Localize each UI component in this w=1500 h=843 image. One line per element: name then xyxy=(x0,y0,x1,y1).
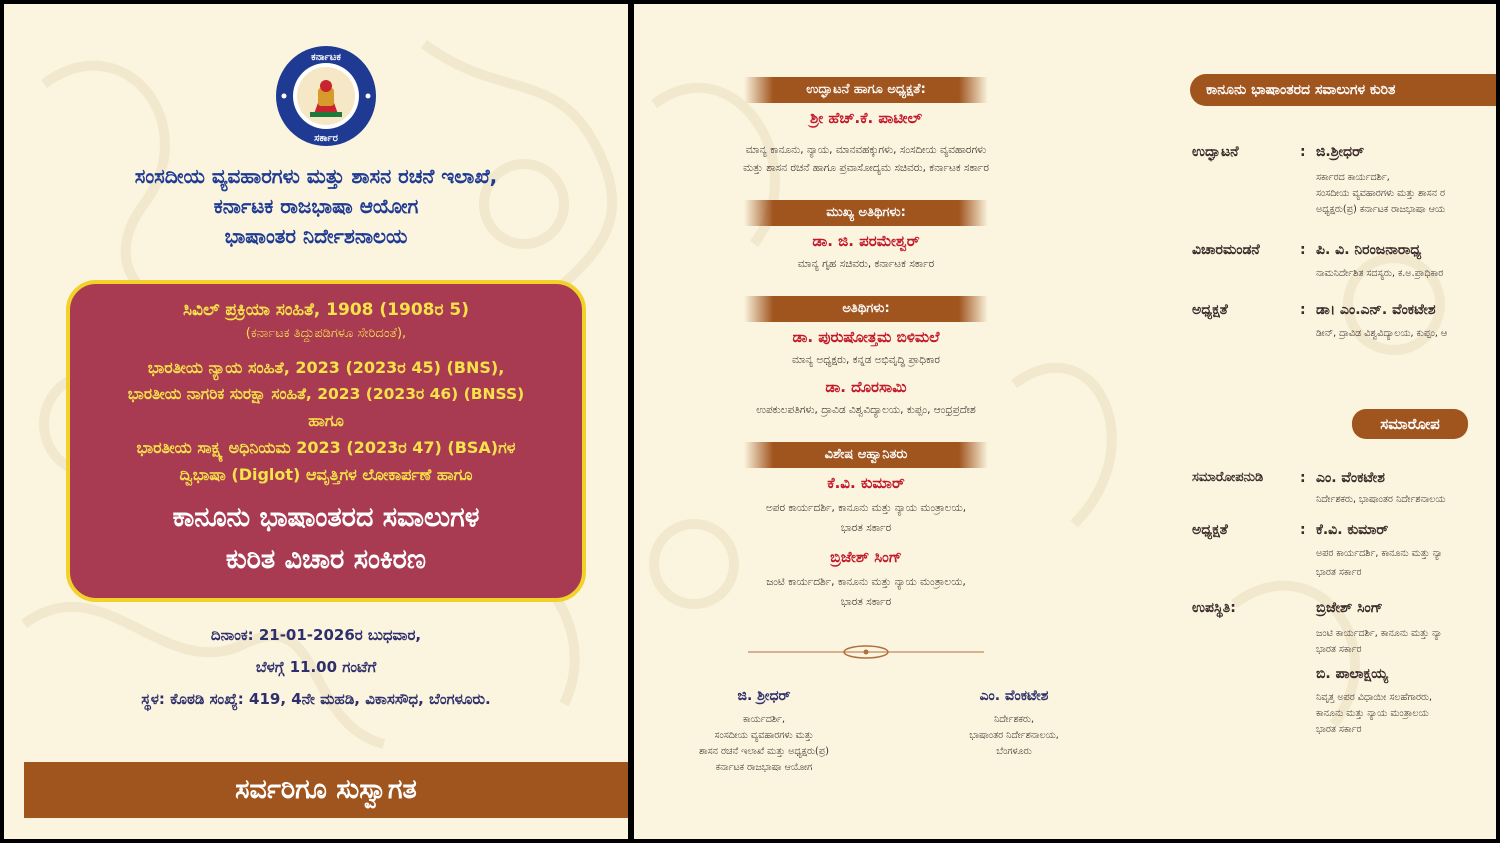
signatory-1-desc-3: ಶಾಸನ ರಚನೆ ಇಲಾಖೆ ಮತ್ತು ಅಧ್ಯಕ್ಷರು(ಪ್ರ) xyxy=(699,746,829,757)
row-presentation-name: ಪಿ. ವಿ. ನಿರಂಜನಾರಾಧ್ಯ xyxy=(1316,242,1422,258)
box-line-5: ಹಾಗೂ xyxy=(308,411,344,430)
guest-name-3: ಡಾ. ಪುರುಷೋತ್ತಮ ಬಿಳಿಮಲೆ xyxy=(792,328,940,346)
closing-session-tag: ಸಮಾರೋಪ xyxy=(1352,409,1468,439)
guest-desc-6a: ಜಂಟಿ ಕಾರ್ಯದರ್ಶಿ, ಕಾನೂನು ಮತ್ತು ನ್ಯಾಯ ಮಂತ್ರಾಲಯ, xyxy=(766,576,966,588)
row-chair-label: ಅಧ್ಯಕ್ಷತೆ xyxy=(1192,522,1228,538)
ornamental-divider xyxy=(748,644,984,660)
row-chair-colon: : xyxy=(1300,522,1306,538)
guest-name-2: ಡಾ. ಜಿ. ಪರಮೇಶ್ವರ್ xyxy=(812,232,920,250)
row-presence-desc-5: ಭಾರತ ಸರ್ಕಾರ xyxy=(1316,724,1362,735)
guest-desc-6b: ಭಾರತ ಸರ್ಕಾರ xyxy=(840,596,892,608)
section-inauguration: ಉದ್ಘಾಟನೆ ಹಾಗೂ ಅಧ್ಯಕ್ಷತೆ: xyxy=(744,77,988,103)
box-line-3: ಭಾರತೀಯ ನ್ಯಾಯ ಸಂಹಿತೆ, 2023 (2023ರ 45) (BNS), xyxy=(147,358,505,377)
guest-desc-5a: ಅಪರ ಕಾರ್ಯದರ್ಶಿ, ಕಾನೂನು ಮತ್ತು ನ್ಯಾಯ ಮಂತ್ರಾಲಯ, xyxy=(765,502,967,514)
row-presentation-colon: : xyxy=(1300,242,1306,258)
row-closing-colon: : xyxy=(1300,470,1306,486)
signatory-1-desc-2: ಸಂಸದೀಯ ವ್ಯವಹಾರಗಳು ಮತ್ತು xyxy=(714,730,814,741)
guest-desc-2: ಮಾನ್ಯ ಗೃಹ ಸಚಿವರು, ಕರ್ನಾಟಕ ಸರ್ಕಾರ xyxy=(797,258,935,270)
box-title-1: ಕಾನೂನು ಭಾಷಾಂತರದ ಸವಾಲುಗಳ xyxy=(172,502,480,533)
invitation-cover xyxy=(4,4,628,839)
signatory-2-desc-2: ಭಾಷಾಂತರ ನಿರ್ದೇಶನಾಲಯ, xyxy=(969,730,1059,741)
guest-name-4: ಡಾ. ದೊರಸಾಮಿ xyxy=(825,378,907,396)
box-line-7: ದ್ವಿಭಾಷಾ (Diglot) ಆವೃತ್ತಿಗಳ ಲೋಕಾರ್ಪಣೆ ಹಾಗೂ xyxy=(179,465,473,484)
row-presence-name: ಬ್ರಿಜೇಶ್ ಸಿಂಗ್ xyxy=(1316,600,1383,616)
guest-desc-3: ಮಾನ್ಯ ಅಧ್ಯಕ್ಷರು, ಕನ್ನಡ ಅಭಿವೃದ್ಧಿ ಪ್ರಾಧಿಕಾರ xyxy=(792,354,940,366)
row-presidency-colon: : xyxy=(1300,302,1306,318)
row-chair-desc-1: ಅಪರ ಕಾರ್ಯದರ್ಶಿ, ಕಾನೂನು ಮತ್ತು ನ್ಯಾ xyxy=(1316,548,1443,559)
guest-desc-1b: ಮತ್ತು ಶಾಸನ ರಚನೆ ಹಾಗೂ ಪ್ರವಾಸೋದ್ಯಮ ಸಚಿವರು, ಕರ್ನಾಟಕ ಸರ್ಕಾರ xyxy=(743,162,989,174)
dept-line-3: ಭಾಷಾಂತರ ನಿರ್ದೇಶನಾಲಯ xyxy=(224,224,408,248)
row-inauguration-desc-3: ಅಧ್ಯಕ್ಷರು(ಪ್ರ) ಕರ್ನಾಟಕ ರಾಜಭಾಷಾ ಆಯ xyxy=(1316,204,1446,215)
row-inauguration-name: ಜಿ.ಶ್ರೀಧರ್ xyxy=(1316,144,1365,160)
row-presence-desc-1: ಜಂಟಿ ಕಾರ್ಯದರ್ಶಿ, ಕಾನೂನು ಮತ್ತು ನ್ಯಾ xyxy=(1316,628,1443,639)
row-presence-desc-4: ಕಾನೂನು ಮತ್ತು ನ್ಯಾಯ ಮಂತ್ರಾಲಯ xyxy=(1316,708,1429,719)
event-date: ದಿನಾಂಕ: 21-01-2026ರ ಬುಧವಾರ, xyxy=(210,626,422,644)
row-chair-desc-2: ಭಾರತ ಸರ್ಕಾರ xyxy=(1316,567,1362,578)
row-inauguration-desc-1: ಸರ್ಕಾರದ ಕಾರ್ಯದರ್ಶಿ, xyxy=(1316,172,1390,183)
row-presence-desc-2: ಭಾರತ ಸರ್ಕಾರ xyxy=(1316,644,1362,655)
svg-text:ಸರ್ಕಾರ: ಸರ್ಕಾರ xyxy=(314,133,338,144)
event-venue: ಸ್ಥಳ: ಕೊಠಡಿ ಸಂಖ್ಯೆ: 419, 4ನೇ ಮಹಡಿ, ವಿಕಾಸಸೌಧ, ಬೆಂಗಳೂರು. xyxy=(141,690,491,708)
seminar-header: ಕಾನೂನು ಭಾಷಾಂತರದ ಸವಾಲುಗಳ ಕುರಿತ xyxy=(1190,74,1496,106)
guest-name-5: ಕೆ.ವಿ. ಕುಮಾರ್ xyxy=(827,474,905,492)
karnataka-emblem-seal xyxy=(274,44,378,148)
guest-desc-1a: ಮಾನ್ಯ ಕಾನೂನು, ನ್ಯಾಯ, ಮಾನವಹಕ್ಕುಗಳು, ಸಂಸದೀಯ ವ್ಯವಹಾರಗಳು xyxy=(745,144,987,156)
row-closing-name: ಎಂ. ವೆಂಕಟೇಶ xyxy=(1316,470,1385,486)
dept-line-2: ಕರ್ನಾಟಕ ರಾಜಭಾಷಾ ಆಯೋಗ xyxy=(213,194,419,218)
box-line-4: ಭಾರತೀಯ ನಾಗರಿಕ ಸುರಕ್ಷಾ ಸಂಹಿತೆ, 2023 (2023ರ 46) (BNSS) xyxy=(127,385,525,403)
guest-name-6: ಬ್ರಿಜೇಶ್ ಸಿಂಗ್ xyxy=(830,548,902,566)
svg-text:ಕರ್ನಾಟಕ: ಕರ್ನಾಟಕ xyxy=(311,52,341,63)
row-inauguration-desc-2: ಸಂಸದೀಯ ವ್ಯವಹಾರಗಳು ಮತ್ತು ಶಾಸನ ರ xyxy=(1316,188,1446,199)
section-special-invitees: ವಿಶೇಷ ಆಹ್ವಾನಿತರು xyxy=(744,442,988,468)
row-presence-desc-3: ನಿವೃತ್ತ ಅಪರ ವಿಧಾಯೀ ಸಲಹೆಗಾರರು, xyxy=(1316,692,1433,703)
signatory-2-desc-1: ನಿರ್ದೇಶಕರು, xyxy=(993,714,1034,725)
event-title-box xyxy=(66,280,586,602)
row-chair-name: ಕೆ.ವಿ. ಕುಮಾರ್ xyxy=(1316,522,1389,538)
box-line-1: ಸಿವಿಲ್ ಪ್ರಕ್ರಿಯಾ ಸಂಹಿತೆ, 1908 (1908ರ 5) xyxy=(182,300,469,320)
box-line-6: ಭಾರತೀಯ ಸಾಕ್ಷ್ಯ ಅಧಿನಿಯಮ 2023 (2023ರ 47) (BSA)ಗಳ xyxy=(136,438,516,457)
signatory-1-name: ಜಿ. ಶ್ರೀಧರ್ xyxy=(737,688,791,704)
signatory-1-desc-1: ಕಾರ್ಯದರ್ಶಿ, xyxy=(742,714,785,725)
row-inauguration-label: ಉದ್ಘಾಟನೆ xyxy=(1192,144,1239,160)
row-presence-label: ಉಪಸ್ಥಿತಿ: xyxy=(1192,600,1236,616)
row-presence-name-2: ಬಿ. ಪಾಲಾಕ್ಷಯ್ಯ xyxy=(1316,666,1389,682)
signatory-1-desc-4: ಕರ್ನಾಟಕ ರಾಜಭಾಷಾ ಆಯೋಗ xyxy=(715,762,813,773)
row-closing-label: ಸಮಾರೋಪನುಡಿ xyxy=(1192,470,1264,485)
signatory-2-desc-3: ಬೆಂಗಳೂರು xyxy=(996,746,1032,757)
welcome-banner: ಸರ್ವರಿಗೂ ಸುಸ್ವಾಗತ xyxy=(24,762,628,818)
row-presidency-label: ಅಧ್ಯಕ್ಷತೆ xyxy=(1192,302,1228,318)
box-title-2: ಕುರಿತ ವಿಚಾರ ಸಂಕಿರಣ xyxy=(225,544,427,575)
section-guests: ಅತಿಥಿಗಳು: xyxy=(744,296,988,322)
row-presidency-name: ಡಾ। ಎಂ.ಎನ್. ವೆಂಕಟೇಶ xyxy=(1316,302,1436,318)
program-sheet xyxy=(634,4,1496,839)
guest-desc-5b: ಭಾರತ ಸರ್ಕಾರ xyxy=(840,522,892,534)
dept-line-1: ಸಂಸದೀಯ ವ್ಯವಹಾರಗಳು ಮತ್ತು ಶಾಸನ ರಚನೆ ಇಲಾಖೆ, xyxy=(134,164,498,188)
signatory-2-name: ಎಂ. ವೆಂಕಟೇಶ xyxy=(979,688,1049,704)
row-presentation-desc-1: ನಾಮನಿರ್ದೇಶಿತ ಸದಸ್ಯರು, ಕ.ಅ.ಪ್ರಾಧಿಕಾರ xyxy=(1316,268,1444,279)
guest-name-1: ಶ್ರೀ ಹೆಚ್.ಕೆ. ಪಾಟೀಲ್ xyxy=(809,109,923,127)
row-presidency-desc-1: ಡೀನ್, ದ್ರಾವಿಡ ವಿಶ್ವವಿದ್ಯಾಲಯ, ಕುಪ್ಪಂ, ಆ xyxy=(1316,328,1448,339)
section-chief-guests: ಮುಖ್ಯ ಅತಿಥಿಗಳು: xyxy=(744,200,988,226)
row-closing-desc-1: ನಿರ್ದೇಶಕರು, ಭಾಷಾಂತರ ನಿರ್ದೇಶನಾಲಯ xyxy=(1316,494,1446,505)
guest-desc-4: ಉಪಕುಲಪತಿಗಳು, ದ್ರಾವಿಡ ವಿಶ್ವವಿದ್ಯಾಲಯ, ಕುಪ್ಪಂ, ಆಂಧ್ರಪ್ರದೇಶ xyxy=(756,404,976,416)
row-inauguration-colon: : xyxy=(1300,144,1306,160)
row-presentation-label: ವಿಚಾರಮಂಡನೆ xyxy=(1192,242,1260,258)
event-time: ಬೆಳಗ್ಗೆ 11.00 ಗಂಟೆಗೆ xyxy=(255,658,377,676)
box-line-2: (ಕರ್ನಾಟಕ ತಿದ್ದುಪಡಿಗಳೂ ಸೇರಿದಂತೆ), xyxy=(245,326,407,341)
